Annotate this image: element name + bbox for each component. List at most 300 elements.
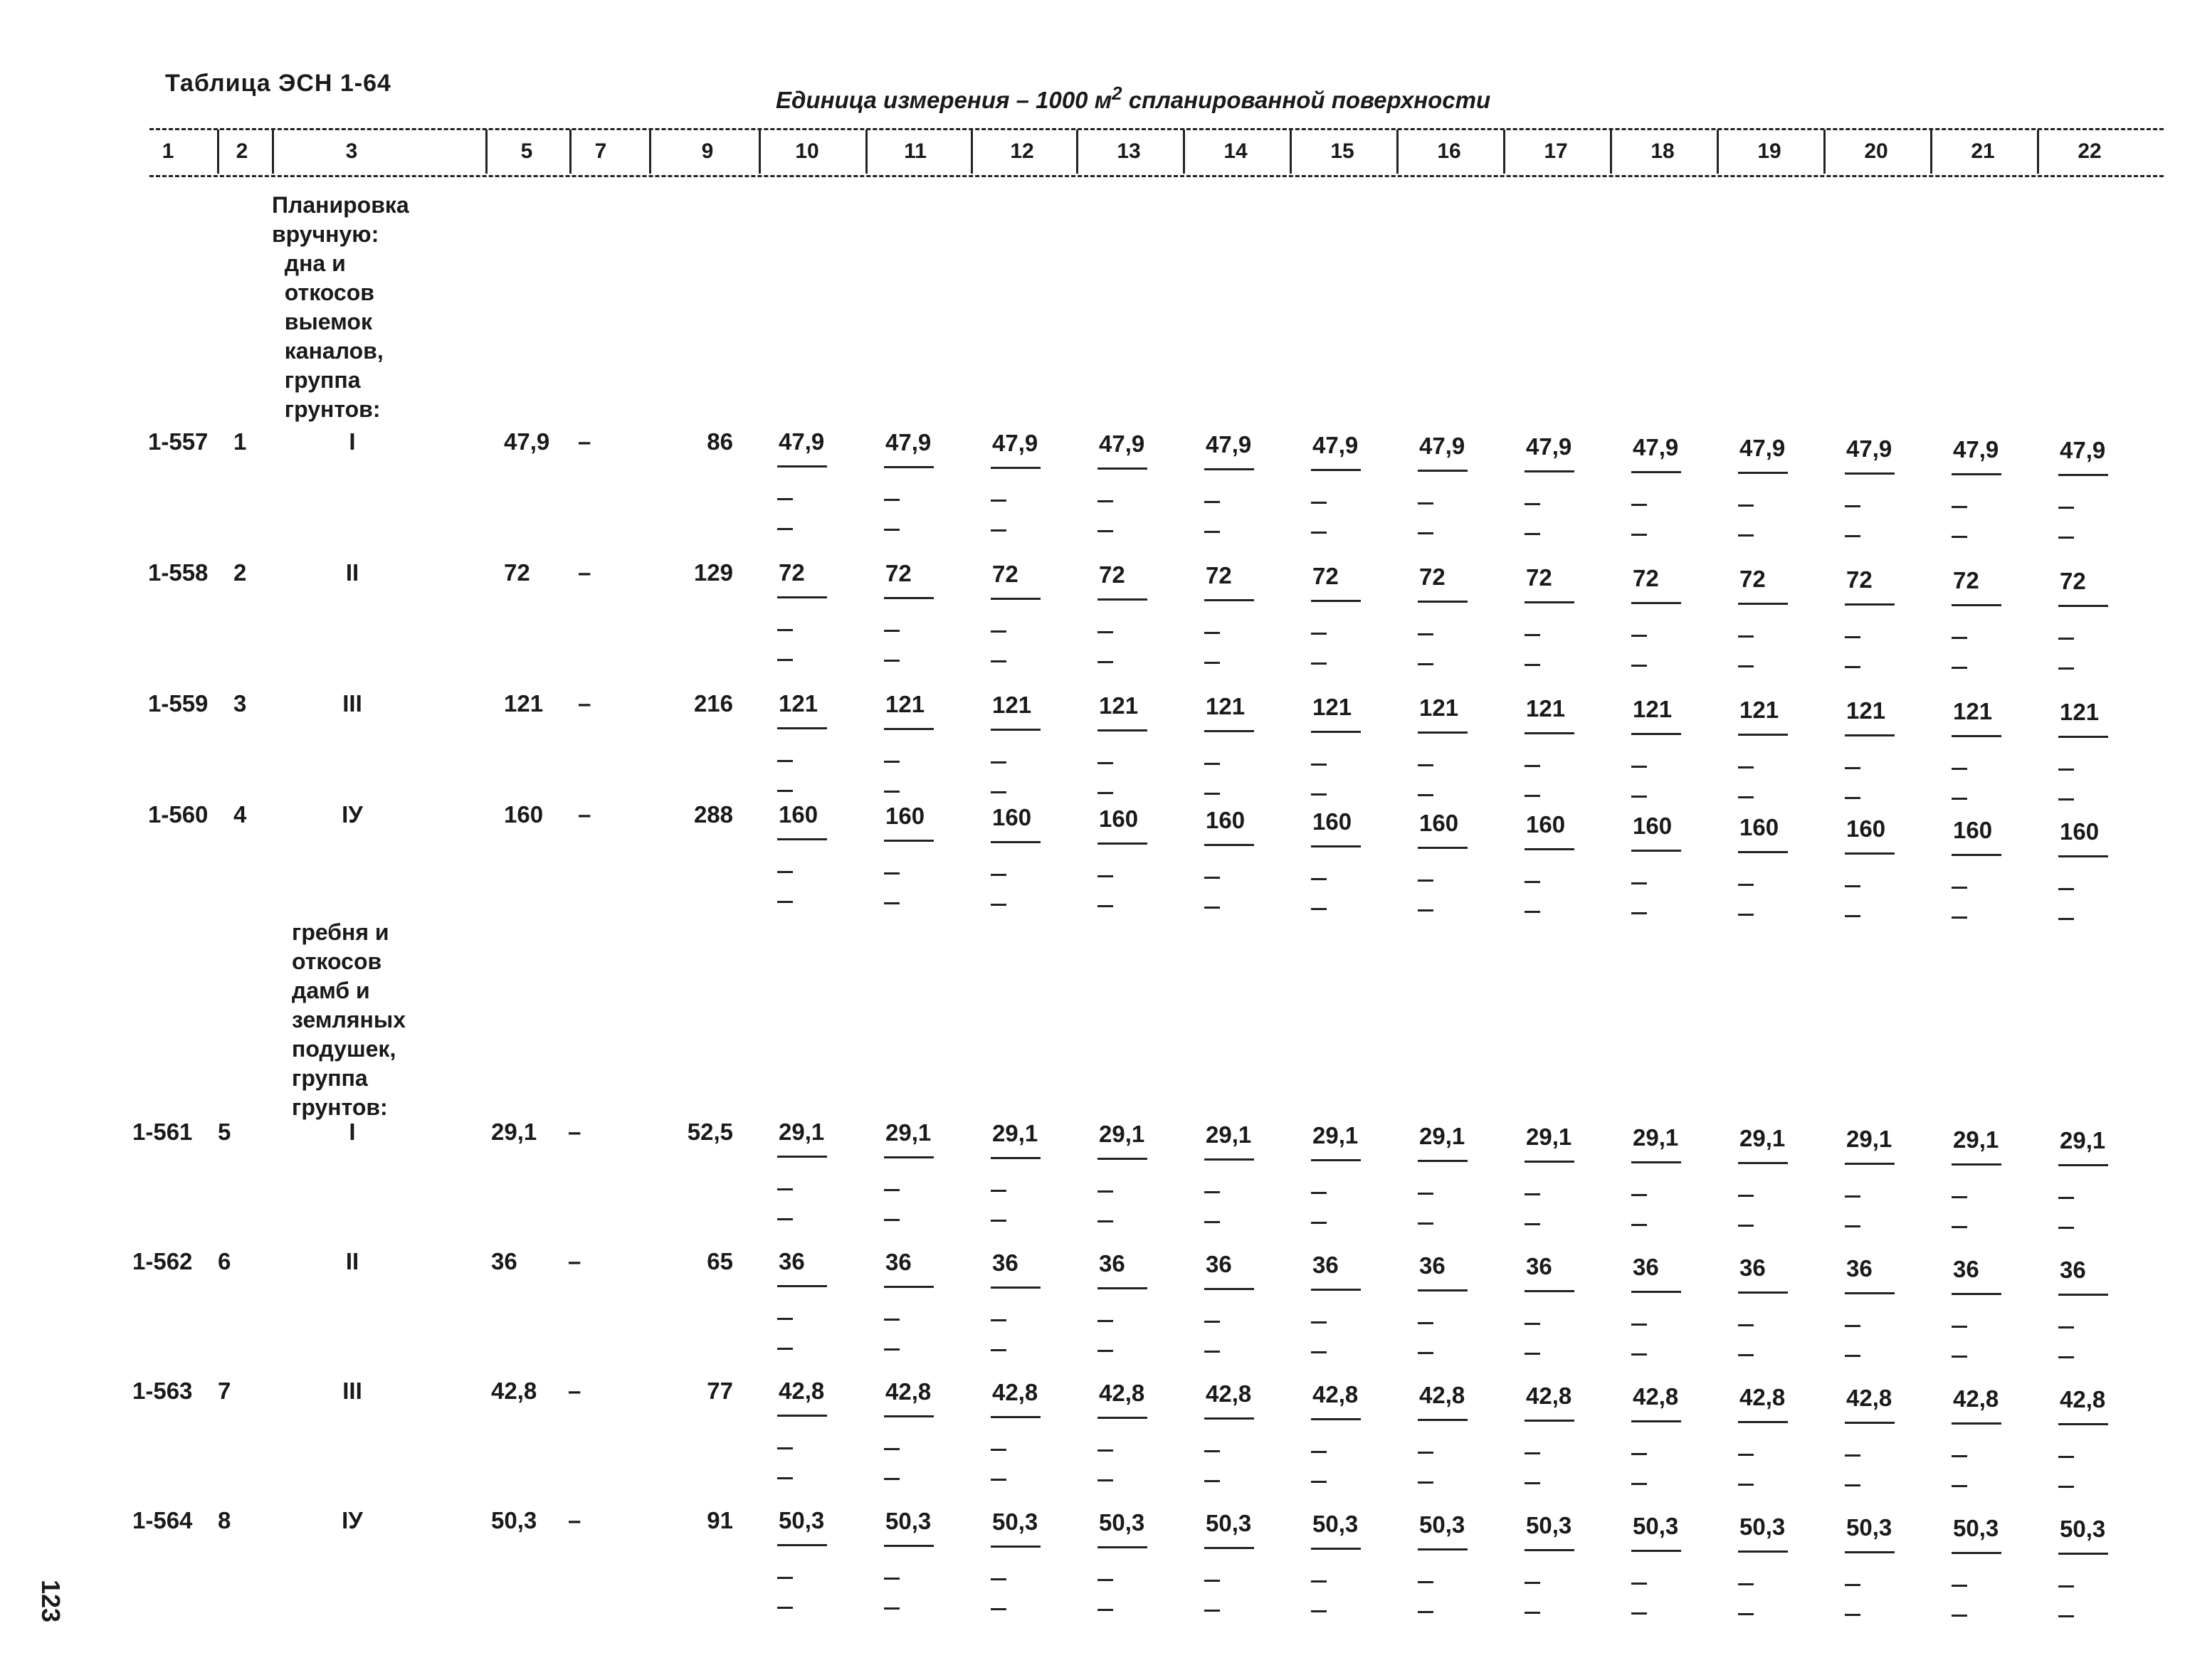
empty-dash: [2058, 667, 2074, 670]
fraction-bar: [2058, 474, 2108, 476]
value-cell: 121: [1206, 693, 1246, 719]
value-cell: 72: [2060, 568, 2086, 594]
value-cell: 121: [1099, 692, 1139, 719]
value-cell: 42,8: [1846, 1385, 1892, 1411]
empty-dash: [1952, 1485, 1967, 1487]
soil-group: II: [345, 559, 359, 586]
value-col-7: –: [568, 1119, 581, 1145]
empty-dash: [1845, 885, 1860, 887]
value-cell: 36: [1953, 1256, 1979, 1282]
fraction-bar: [1311, 1289, 1361, 1291]
empty-dash: [1525, 795, 1540, 797]
value-cell: 121: [1846, 697, 1886, 724]
column-header-3: 3: [345, 139, 358, 163]
fraction-bar: [1525, 1420, 1574, 1422]
empty-dash: [1418, 1222, 1433, 1225]
value-cell: 160: [1099, 805, 1139, 832]
value-cell: 29,1: [1099, 1121, 1145, 1147]
value-cell: 42,8: [1633, 1383, 1679, 1410]
empty-dash: [1097, 1479, 1113, 1481]
empty-dash: [1525, 634, 1540, 636]
empty-dash: [1738, 1324, 1754, 1326]
empty-dash: [1311, 502, 1327, 504]
fraction-bar: [1845, 1163, 1895, 1165]
empty-dash: [1738, 1484, 1754, 1486]
empty-dash: [1418, 764, 1433, 766]
column-separator: [865, 130, 868, 174]
fraction-bar: [1738, 734, 1788, 736]
empty-dash: [777, 1607, 793, 1609]
empty-dash: [1097, 762, 1113, 764]
fraction-bar: [1418, 470, 1468, 472]
header-top-rule: [149, 128, 2164, 130]
value-cell: 50,3: [1739, 1513, 1786, 1540]
value-col-7: –: [578, 559, 591, 586]
fraction-bar: [1204, 468, 1254, 470]
value-cell: 50,3: [779, 1507, 825, 1533]
empty-dash: [777, 790, 793, 792]
column-header-21: 21: [1971, 139, 1995, 163]
empty-dash: [991, 1190, 1006, 1192]
empty-dash: [991, 904, 1006, 906]
column-header-18: 18: [1650, 139, 1675, 163]
fraction-bar: [1952, 604, 2001, 606]
unit-caption: [776, 83, 1490, 114]
fraction-bar: [1097, 1546, 1147, 1548]
empty-dash: [1631, 1453, 1647, 1455]
fraction-bar: [1845, 1551, 1895, 1553]
empty-dash: [991, 761, 1006, 764]
value-cell: 160: [1419, 810, 1459, 836]
empty-dash: [1845, 1454, 1860, 1457]
empty-dash: [2058, 1356, 2074, 1358]
empty-dash: [777, 1218, 793, 1220]
value-cell: 36: [885, 1249, 912, 1275]
description-line: дна и: [272, 250, 346, 276]
column-separator: [759, 130, 761, 174]
empty-dash: [1097, 530, 1113, 532]
value-cell: 50,3: [1419, 1511, 1465, 1538]
value-cell: 47,9: [885, 429, 932, 455]
column-separator: [1396, 130, 1399, 174]
empty-dash: [1204, 632, 1220, 634]
value-cell: 121: [1312, 694, 1352, 720]
fraction-bar: [1525, 1549, 1574, 1551]
fraction-bar: [1311, 1159, 1361, 1161]
fraction-bar: [1418, 1419, 1468, 1421]
value-cell: 72: [1846, 566, 1873, 593]
empty-dash: [1845, 1614, 1860, 1616]
empty-dash: [1952, 667, 1967, 669]
value-cell: 160: [779, 801, 818, 828]
empty-dash: [1952, 1196, 1967, 1198]
empty-dash: [1097, 1190, 1113, 1193]
fraction-bar: [1204, 1547, 1254, 1549]
description-line: выемок: [272, 309, 372, 334]
column-separator: [217, 130, 219, 174]
empty-dash: [1631, 1483, 1647, 1485]
empty-dash: [2058, 1456, 2074, 1458]
empty-dash: [1418, 663, 1433, 665]
empty-dash: [1204, 531, 1220, 533]
fraction-bar: [1631, 733, 1681, 735]
empty-dash: [1845, 915, 1860, 917]
empty-dash: [1097, 1449, 1113, 1452]
column-separator: [1610, 130, 1612, 174]
value-cell: 160: [1953, 817, 1993, 843]
fraction-bar: [1845, 472, 1895, 475]
empty-dash: [1952, 536, 1967, 538]
empty-dash: [884, 761, 900, 763]
empty-dash: [1525, 911, 1540, 913]
value-cell: 121: [2060, 699, 2100, 725]
empty-dash: [1631, 882, 1647, 884]
fraction-bar: [1631, 1420, 1681, 1422]
empty-dash: [991, 1608, 1006, 1610]
empty-dash: [1418, 1452, 1433, 1454]
value-cell: 29,1: [1633, 1124, 1679, 1151]
empty-dash: [1311, 1451, 1327, 1453]
empty-dash: [2058, 888, 2074, 890]
fraction-bar: [1311, 600, 1361, 602]
fraction-bar: [1738, 1162, 1788, 1164]
row-code: 1-563: [132, 1378, 193, 1404]
fraction-bar: [777, 1544, 827, 1546]
value-col-7: –: [568, 1248, 581, 1274]
value-cell: 29,1: [1953, 1126, 1999, 1153]
fraction-bar: [1525, 601, 1574, 603]
empty-dash: [2058, 1615, 2074, 1617]
value-col-7: –: [568, 1507, 581, 1533]
empty-dash: [2058, 1486, 2074, 1488]
column-header-19: 19: [1757, 139, 1781, 163]
fraction-bar: [777, 465, 827, 467]
value-cell: 29,1: [1846, 1126, 1892, 1152]
empty-dash: [1204, 793, 1220, 795]
empty-dash: [991, 791, 1006, 793]
fraction-bar: [1097, 1287, 1147, 1289]
description-line: группа: [292, 1065, 368, 1091]
empty-dash: [777, 659, 793, 661]
empty-dash: [1204, 1351, 1220, 1353]
column-separator: [569, 130, 572, 174]
description-line: откосов: [292, 949, 382, 974]
fraction-bar: [1845, 734, 1895, 736]
empty-dash: [1631, 635, 1647, 637]
column-separator: [1823, 130, 1826, 174]
fraction-bar: [1525, 1161, 1574, 1163]
value-col-5: 36: [491, 1248, 517, 1274]
empty-dash: [1097, 1320, 1113, 1322]
empty-dash: [1738, 796, 1754, 798]
value-cell: 72: [992, 561, 1018, 587]
empty-dash: [1311, 1481, 1327, 1483]
empty-dash: [1952, 798, 1967, 800]
empty-dash: [884, 1607, 900, 1610]
empty-dash: [1418, 1481, 1433, 1484]
description-line: вручную:: [272, 221, 379, 247]
value-cell: 47,9: [1633, 434, 1679, 460]
fraction-bar: [1631, 602, 1681, 604]
fraction-bar: [991, 1157, 1041, 1159]
section-description: [292, 918, 406, 1122]
column-separator: [1503, 130, 1505, 174]
description-line: гребня и: [292, 919, 389, 945]
empty-dash: [1311, 1580, 1327, 1583]
empty-dash: [777, 760, 793, 762]
empty-dash: [1525, 503, 1540, 505]
value-cell: 72: [1312, 563, 1339, 589]
fraction-bar: [1311, 845, 1361, 847]
fraction-bar: [2058, 736, 2108, 738]
value-cell: 50,3: [1633, 1513, 1679, 1539]
value-cell: 50,3: [1846, 1514, 1892, 1541]
value-cell: 47,9: [1739, 435, 1786, 461]
empty-dash: [1204, 907, 1220, 909]
empty-dash: [1311, 662, 1327, 665]
empty-dash: [1952, 1585, 1967, 1587]
empty-dash: [884, 872, 900, 875]
fraction-bar: [1738, 472, 1788, 474]
empty-dash: [884, 1478, 900, 1480]
empty-dash: [1845, 1355, 1860, 1357]
value-cell: 47,9: [992, 430, 1038, 456]
empty-dash: [1525, 1612, 1540, 1614]
empty-dash: [2058, 918, 2074, 920]
fraction-bar: [777, 1156, 827, 1158]
value-cell: 121: [992, 692, 1032, 718]
empty-dash: [1845, 1584, 1860, 1586]
fraction-bar: [884, 1415, 934, 1417]
fraction-bar: [884, 1286, 934, 1288]
fraction-bar: [1952, 1422, 2001, 1425]
empty-dash: [1952, 1326, 1967, 1328]
empty-dash: [1631, 766, 1647, 768]
column-separator: [1076, 130, 1078, 174]
page-number: 123: [36, 1580, 65, 1623]
fraction-bar: [1311, 731, 1361, 733]
row-number: 2: [233, 559, 247, 586]
value-cell: 121: [1419, 694, 1459, 721]
value-col-5: 121: [504, 690, 544, 717]
value-cell: 47,9: [1099, 430, 1145, 457]
empty-dash: [884, 1578, 900, 1580]
column-header-9: 9: [701, 139, 714, 163]
fraction-bar: [2058, 1423, 2108, 1425]
value-col-5: 50,3: [491, 1507, 537, 1533]
empty-dash: [1525, 1323, 1540, 1325]
empty-dash: [1418, 1581, 1433, 1583]
empty-dash: [1204, 1450, 1220, 1452]
empty-dash: [1204, 1610, 1220, 1612]
empty-dash: [2058, 1227, 2074, 1229]
value-cell: 47,9: [1419, 433, 1465, 459]
empty-dash: [1738, 665, 1754, 667]
empty-dash: [1631, 1224, 1647, 1226]
soil-group: IУ: [342, 801, 363, 828]
fraction-bar: [777, 727, 827, 729]
empty-dash: [1525, 533, 1540, 535]
unit-tail: спланированной поверхности: [1122, 87, 1491, 113]
value-cell: 47,9: [1526, 433, 1572, 460]
fraction-bar: [1418, 1160, 1468, 1162]
empty-dash: [1738, 1583, 1754, 1585]
fraction-bar: [884, 597, 934, 599]
description-line: откосов: [272, 280, 374, 305]
fraction-bar: [1525, 732, 1574, 734]
value-col-9: 288: [693, 801, 733, 828]
empty-dash: [1952, 506, 1967, 508]
empty-dash: [884, 902, 900, 904]
row-code: 1-564: [132, 1507, 193, 1533]
value-cell: 29,1: [1526, 1124, 1572, 1150]
empty-dash: [1738, 504, 1754, 507]
empty-dash: [1418, 1193, 1433, 1195]
value-cell: 50,3: [1526, 1512, 1572, 1538]
empty-dash: [991, 529, 1006, 532]
column-separator: [1183, 130, 1185, 174]
fraction-bar: [1204, 1158, 1254, 1161]
value-cell: 42,8: [2060, 1386, 2106, 1412]
fraction-bar: [1204, 599, 1254, 601]
soil-group: I: [349, 1119, 356, 1145]
empty-dash: [1204, 1580, 1220, 1582]
fraction-bar: [884, 728, 934, 730]
value-cell: 121: [1739, 697, 1779, 723]
soil-group: I: [349, 428, 356, 455]
value-col-7: –: [568, 1378, 581, 1404]
empty-dash: [1097, 905, 1113, 907]
empty-dash: [991, 630, 1006, 633]
value-cell: 50,3: [1312, 1511, 1359, 1537]
empty-dash: [991, 1349, 1006, 1351]
value-cell: 29,1: [885, 1119, 932, 1146]
column-header-15: 15: [1330, 139, 1354, 163]
empty-dash: [1418, 633, 1433, 635]
empty-dash: [991, 660, 1006, 662]
value-cell: 121: [1633, 696, 1673, 722]
empty-dash: [2058, 537, 2074, 539]
value-col-9: 86: [707, 428, 733, 455]
value-cell: 42,8: [779, 1378, 825, 1404]
value-col-9: 129: [693, 559, 733, 586]
fraction-bar: [2058, 605, 2108, 607]
empty-dash: [991, 874, 1006, 876]
empty-dash: [1525, 664, 1540, 666]
empty-dash: [777, 629, 793, 631]
empty-dash: [884, 1219, 900, 1221]
empty-dash: [1418, 794, 1433, 796]
value-cell: 42,8: [1953, 1385, 1999, 1412]
empty-dash: [1738, 1354, 1754, 1356]
fraction-bar: [1311, 1548, 1361, 1550]
column-separator: [971, 130, 973, 174]
fraction-bar: [2058, 1164, 2108, 1166]
empty-dash: [1738, 1225, 1754, 1227]
empty-dash: [2058, 768, 2074, 771]
fraction-bar: [1418, 731, 1468, 734]
fraction-bar: [991, 1416, 1041, 1418]
empty-dash: [1418, 532, 1433, 534]
value-cell: 50,3: [1953, 1515, 1999, 1541]
fraction-bar: [991, 729, 1041, 731]
column-header-12: 12: [1010, 139, 1034, 163]
column-header-14: 14: [1223, 139, 1248, 163]
empty-dash: [1525, 1582, 1540, 1584]
fraction-bar: [1097, 1158, 1147, 1160]
column-header-2: 2: [236, 139, 248, 163]
fraction-bar: [1204, 1288, 1254, 1290]
column-header-7: 7: [594, 139, 607, 163]
value-cell: 42,8: [1312, 1381, 1359, 1407]
description-line: земляных: [292, 1007, 406, 1032]
empty-dash: [777, 528, 793, 530]
empty-dash: [1952, 1356, 1967, 1358]
empty-dash: [2058, 638, 2074, 640]
unit-text: Единица измерения – 1000 м: [776, 87, 1112, 113]
empty-dash: [1097, 875, 1113, 877]
column-separator: [1717, 130, 1719, 174]
empty-dash: [1631, 1194, 1647, 1196]
value-cell: 72: [1206, 562, 1232, 588]
fraction-bar: [1845, 1292, 1895, 1294]
soil-group: III: [342, 690, 362, 717]
empty-dash: [1631, 1583, 1647, 1585]
value-cell: 36: [1419, 1252, 1446, 1279]
fraction-bar: [1631, 1550, 1681, 1552]
row-number: 6: [218, 1248, 231, 1274]
empty-dash: [1845, 797, 1860, 799]
empty-dash: [1525, 1482, 1540, 1484]
fraction-bar: [991, 467, 1041, 469]
fraction-bar: [777, 1415, 827, 1417]
empty-dash: [1525, 881, 1540, 883]
fraction-bar: [991, 841, 1041, 843]
empty-dash: [1311, 764, 1327, 766]
empty-dash: [1845, 505, 1860, 507]
column-header-5: 5: [520, 139, 533, 163]
value-cell: 42,8: [1206, 1380, 1252, 1407]
value-cell: 72: [779, 559, 805, 586]
empty-dash: [1418, 1611, 1433, 1613]
empty-dash: [1204, 662, 1220, 664]
empty-dash: [1845, 1325, 1860, 1327]
empty-dash: [777, 901, 793, 903]
empty-dash: [1204, 1221, 1220, 1223]
empty-dash: [1845, 1484, 1860, 1486]
empty-dash: [991, 1319, 1006, 1321]
empty-dash: [991, 1578, 1006, 1580]
value-cell: 36: [779, 1248, 805, 1274]
empty-dash: [884, 1189, 900, 1191]
empty-dash: [884, 1448, 900, 1450]
value-col-7: –: [578, 690, 591, 717]
empty-dash: [1738, 1613, 1754, 1615]
empty-dash: [1311, 633, 1327, 635]
value-cell: 36: [1312, 1252, 1339, 1278]
row-number: 1: [233, 428, 247, 455]
empty-dash: [1631, 796, 1647, 798]
row-number: 8: [218, 1507, 231, 1533]
empty-dash: [1311, 1192, 1327, 1194]
value-cell: 47,9: [779, 428, 825, 455]
value-cell: 42,8: [1739, 1384, 1786, 1410]
empty-dash: [1631, 1324, 1647, 1326]
value-col-7: –: [578, 428, 591, 455]
empty-dash: [1525, 1193, 1540, 1195]
fraction-bar: [1525, 1290, 1574, 1292]
description-line: грунтов:: [272, 396, 381, 422]
